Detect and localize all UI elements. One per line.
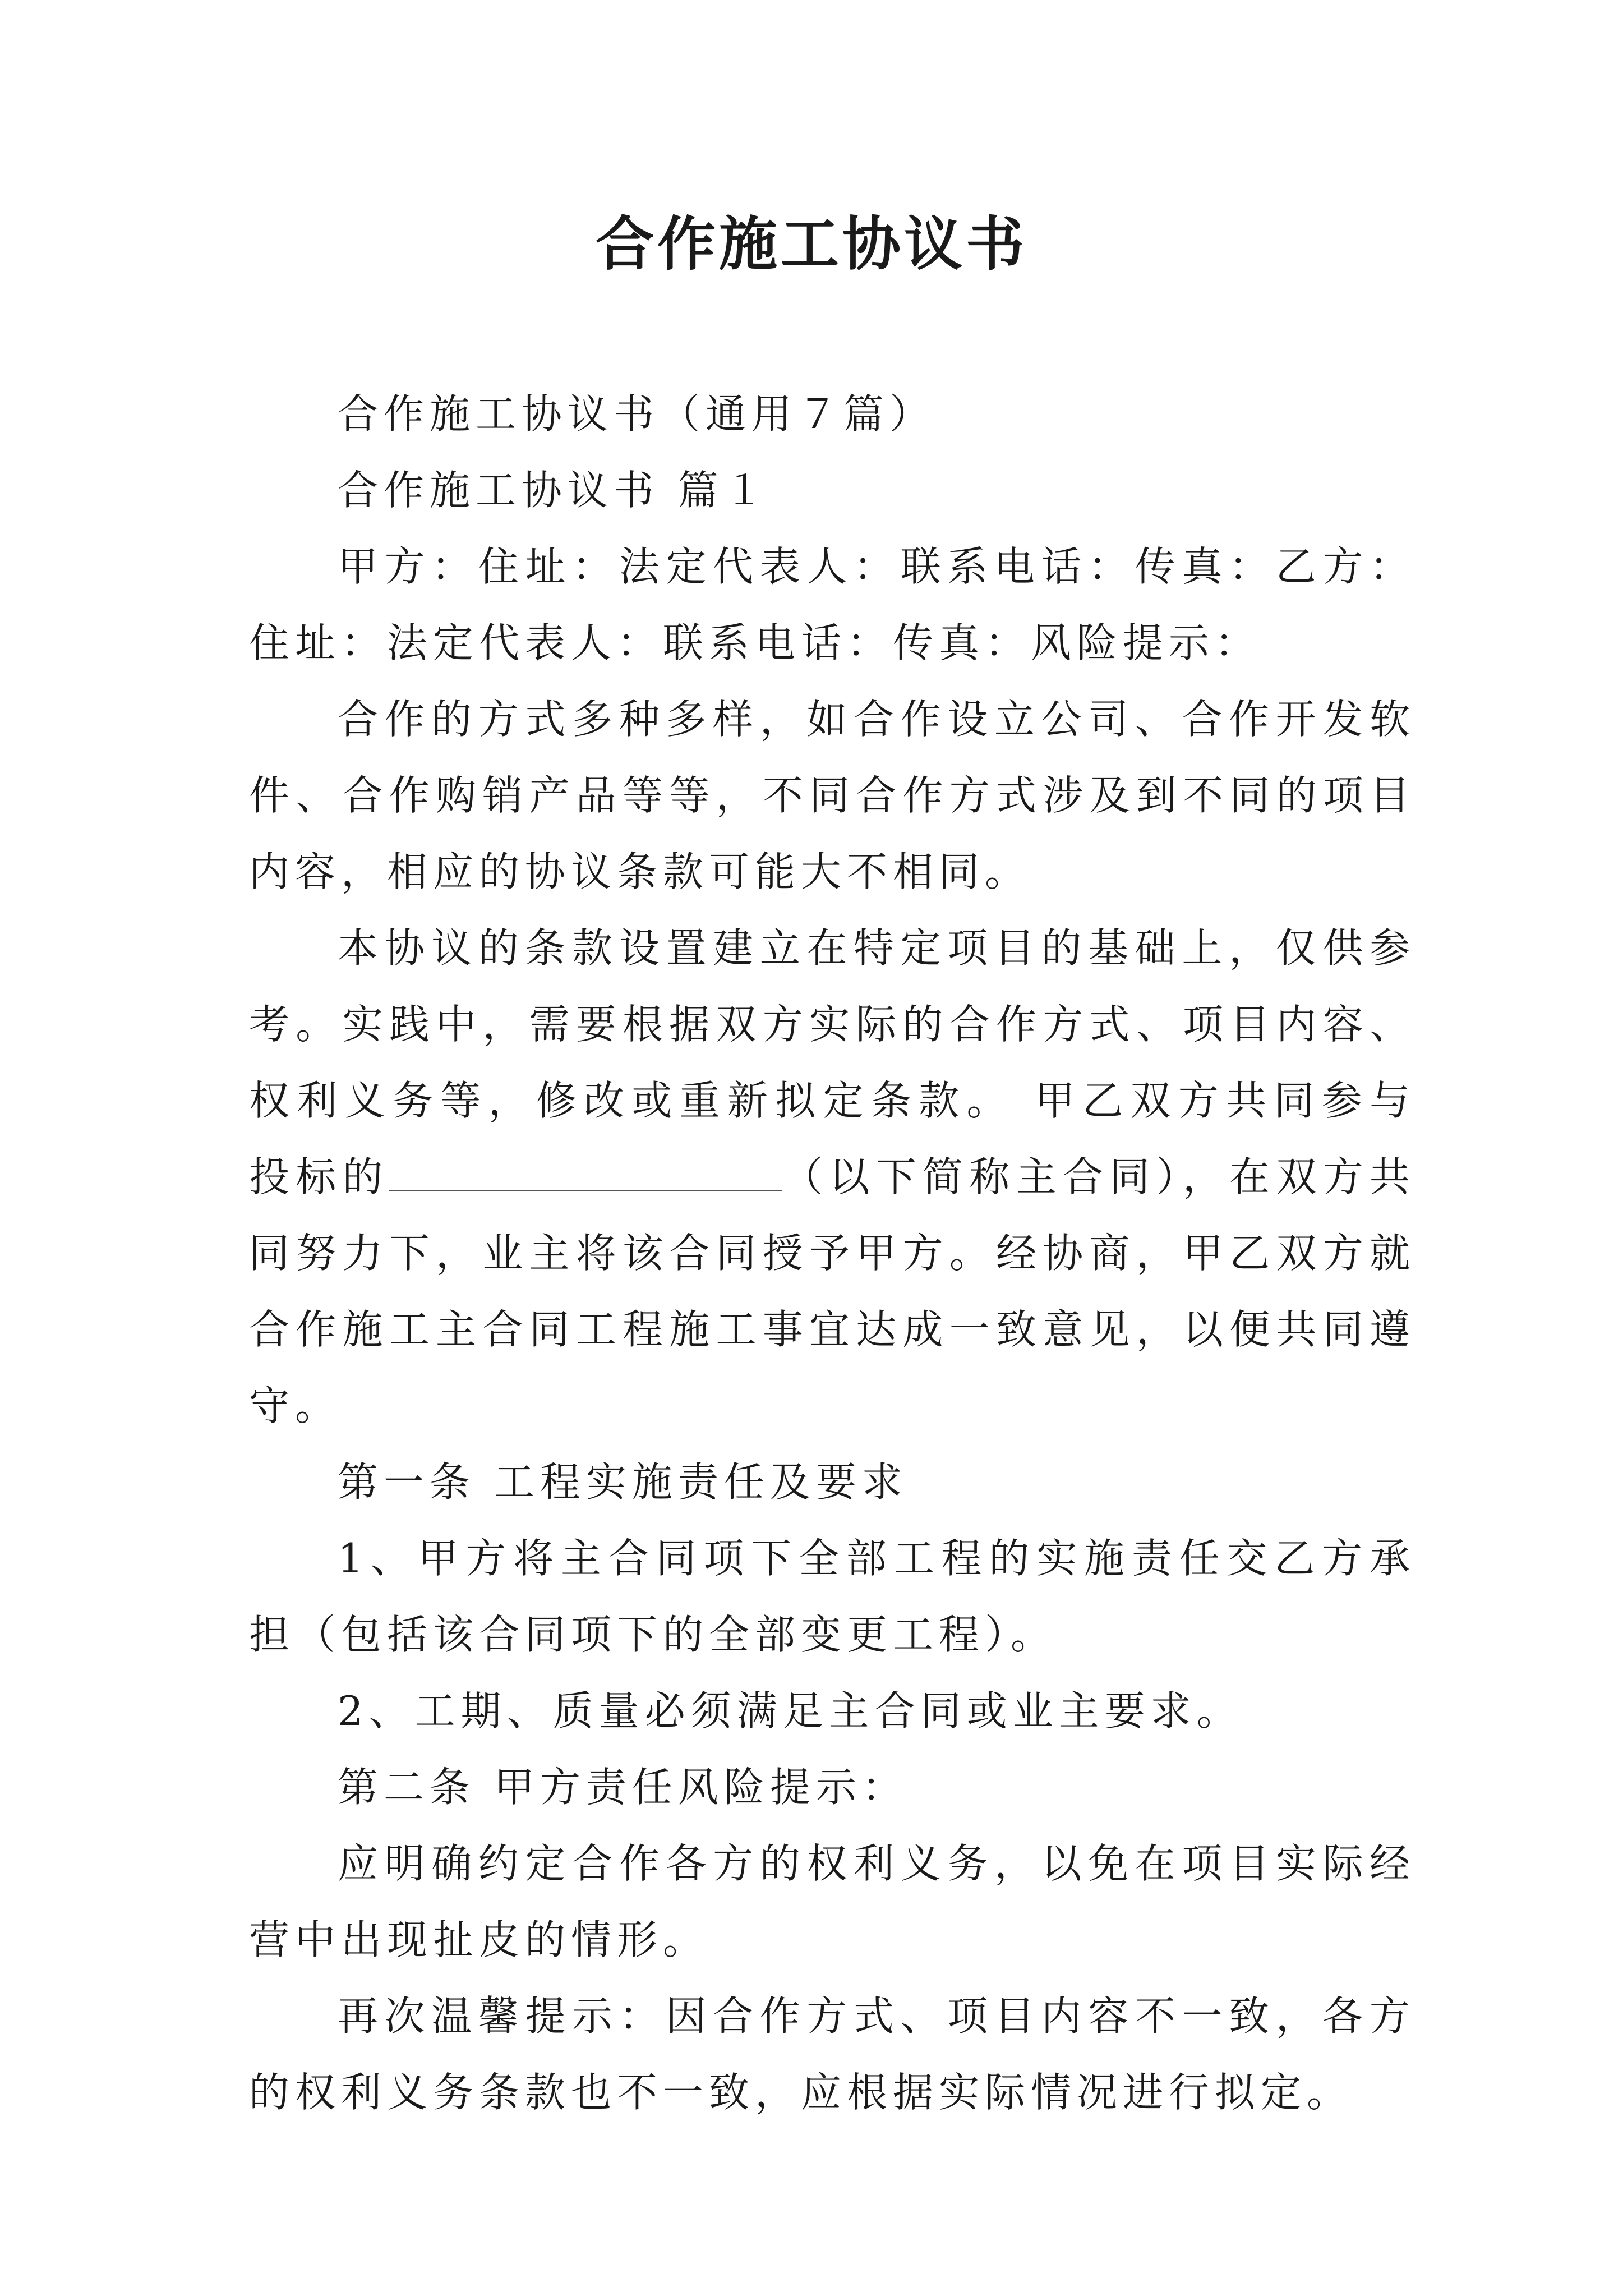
intro-paragraph-1: 合作的方式多种多样，如合作设立公司、合作开发软件、合作购销产品等等，不同合作方式涉及到不同的项目内容，相应的协议条款可能大不相同。 <box>249 696 1415 895</box>
document-title: 合作施工协议书 <box>595 209 1027 278</box>
article-2-text: 应明确约定合作各方的权利义务，以免在项目实际经营中出现扯皮的情形。 <box>249 1840 1415 1963</box>
blank-fill-line <box>389 1156 782 1191</box>
article-1-item-2: 2、工期、质量必须满足主合同或业主要求。 <box>338 1687 1243 1734</box>
subtitle: 合作施工协议书（通用７篇） <box>338 390 936 438</box>
parties-paragraph: 甲方：住址：法定代表人：联系电话：传真：乙方：住址：法定代表人：联系电话：传真：风险提示： <box>249 543 1415 666</box>
intro-paragraph-2-part-1: 本协议的条款设置建立在特定项目的基础上，仅供参考。实践中，需要根据双方实际的合作方式、项目内容、权利义务等，修改或重新拟定条款。 甲乙双方共同参与投标的 <box>249 924 1415 1200</box>
article-1-heading: 第一条 工程实施责任及要求 <box>338 1458 908 1506</box>
intro-paragraph-2-part-2: （以下简称主合同），在双方共同努力下，业主将该合同授予甲方。经协商，甲乙双方就合作施工主合同工程施工事宜达成一致意见，以便共同遵守。 <box>249 1153 1415 1429</box>
document-body <box>249 376 1415 2131</box>
article-1-item-1: 1、甲方将主合同项下全部工程的实施责任交乙方承担（包括该合同项下的全部变更工程）。 <box>249 1535 1415 1658</box>
reminder-paragraph: 再次温馨提示：因合作方式、项目内容不一致，各方的权利义务条款也不一致，应根据实际情况进行拟定。 <box>249 1993 1415 2116</box>
section-heading: 合作施工协议书 篇１ <box>338 467 770 514</box>
intro-paragraph-2 <box>249 910 1415 1444</box>
article-2-heading: 第二条 甲方责任风险提示： <box>338 1764 908 1811</box>
